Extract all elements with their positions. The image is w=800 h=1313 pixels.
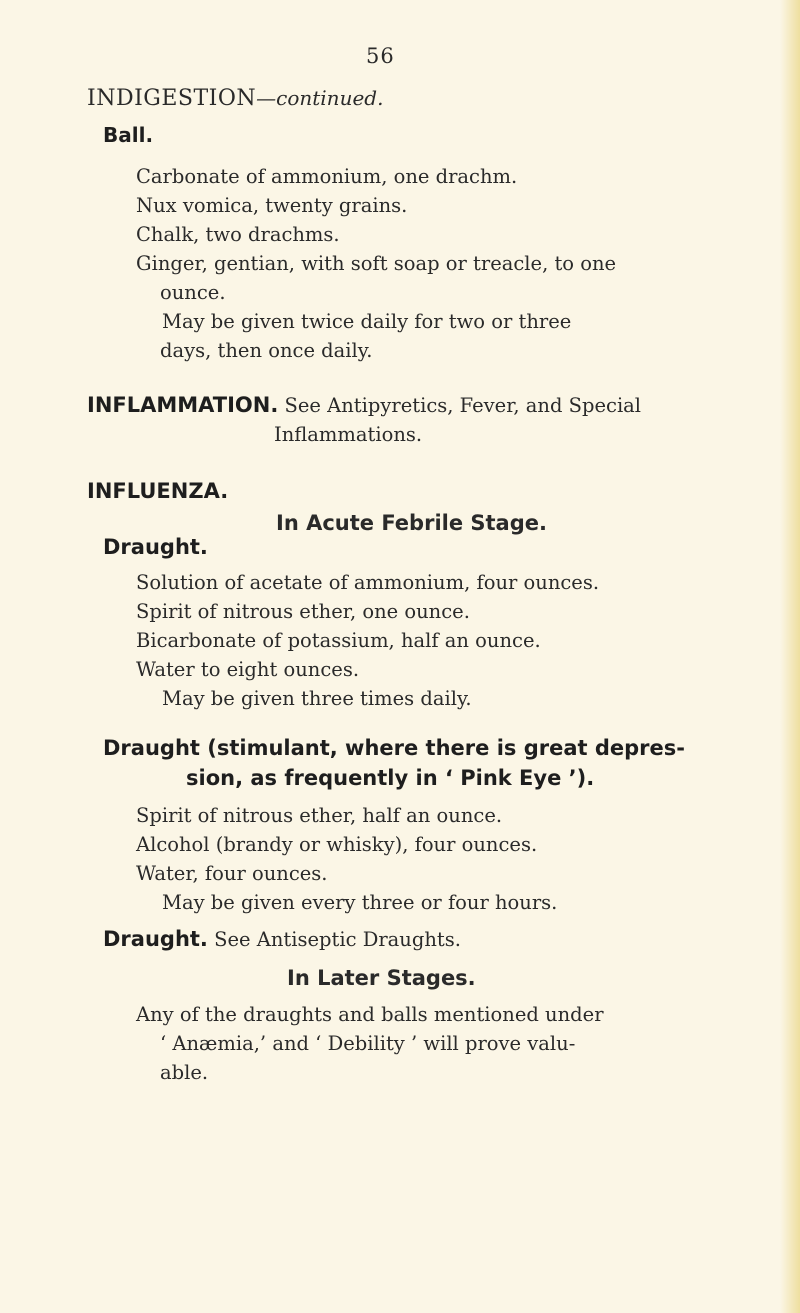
ingredient-line: Spirit of nitrous ether, one ounce. bbox=[136, 600, 470, 623]
continued-label: —continued. bbox=[256, 86, 384, 110]
ingredient-line: Chalk, two drachms. bbox=[136, 223, 340, 246]
dosage-line: May be given three times daily. bbox=[162, 687, 472, 710]
draught-stimulant-title: Draught (stimulant, where there is great depres- bbox=[103, 736, 685, 760]
ingredient-line: Water to eight ounces. bbox=[136, 658, 360, 681]
section-inflammation bbox=[87, 391, 780, 420]
heading-indigestion: INDIGESTION bbox=[87, 86, 257, 111]
ingredient-line: Ginger, gentian, with soft soap or treacle, to one bbox=[136, 252, 617, 275]
draught-antiseptic-title: Draught. bbox=[103, 927, 208, 951]
inflammation-text-continued: Inflammations. bbox=[274, 423, 423, 446]
draught-stimulant-heading bbox=[0, 733, 780, 793]
dosage-line: May be given twice daily for two or three bbox=[162, 310, 572, 333]
page-number: 56 bbox=[366, 44, 395, 68]
section-heading-indigestion bbox=[87, 86, 780, 111]
ingredient-line-continued: ounce. bbox=[160, 281, 226, 304]
draught-title: Draught. bbox=[103, 535, 208, 559]
page-edge-shadow bbox=[780, 0, 800, 1313]
stage-heading-later: In Later Stages. bbox=[287, 966, 476, 990]
ingredient-line: Alcohol (brandy or whisky), four ounces. bbox=[136, 833, 538, 856]
draught-stimulant-title-continued: sion, as frequently in ‘ Pink Eye ’). bbox=[186, 766, 595, 790]
draught-antiseptic-text: See Antiseptic Draughts. bbox=[214, 928, 461, 951]
later-line-continued: ‘ Anæmia,’ and ‘ Debility ’ will prove valu- bbox=[160, 1032, 576, 1055]
stage-heading-acute: In Acute Febrile Stage. bbox=[276, 511, 547, 535]
ingredient-line: Solution of acetate of ammonium, four ounces. bbox=[136, 571, 600, 594]
ingredient-line: Bicarbonate of potassium, half an ounce. bbox=[136, 629, 541, 652]
heading-inflammation: INFLAMMATION. bbox=[87, 393, 279, 417]
later-line: Any of the draughts and balls mentioned under bbox=[136, 1003, 604, 1026]
draught-antiseptic bbox=[103, 925, 780, 954]
draught-stimulant-ingredients bbox=[0, 801, 780, 917]
ingredient-line: Carbonate of ammonium, one drachm. bbox=[136, 165, 518, 188]
later-line-continued: able. bbox=[160, 1061, 209, 1084]
ingredient-line: Spirit of nitrous ether, half an ounce. bbox=[136, 804, 503, 827]
dosage-line-continued: days, then once daily. bbox=[160, 339, 373, 362]
inflammation-text: See Antipyretics, Fever, and Special bbox=[284, 394, 642, 417]
ingredient-line: Water, four ounces. bbox=[136, 862, 328, 885]
draught-ingredients bbox=[0, 568, 780, 713]
ball-title: Ball. bbox=[103, 123, 154, 147]
ball-ingredients bbox=[0, 162, 780, 365]
heading-influenza: INFLUENZA. bbox=[87, 479, 229, 503]
page-content bbox=[0, 86, 780, 1087]
ingredient-line: Nux vomica, twenty grains. bbox=[136, 194, 408, 217]
later-stages-text bbox=[0, 1000, 780, 1087]
dosage-line: May be given every three or four hours. bbox=[162, 891, 558, 914]
